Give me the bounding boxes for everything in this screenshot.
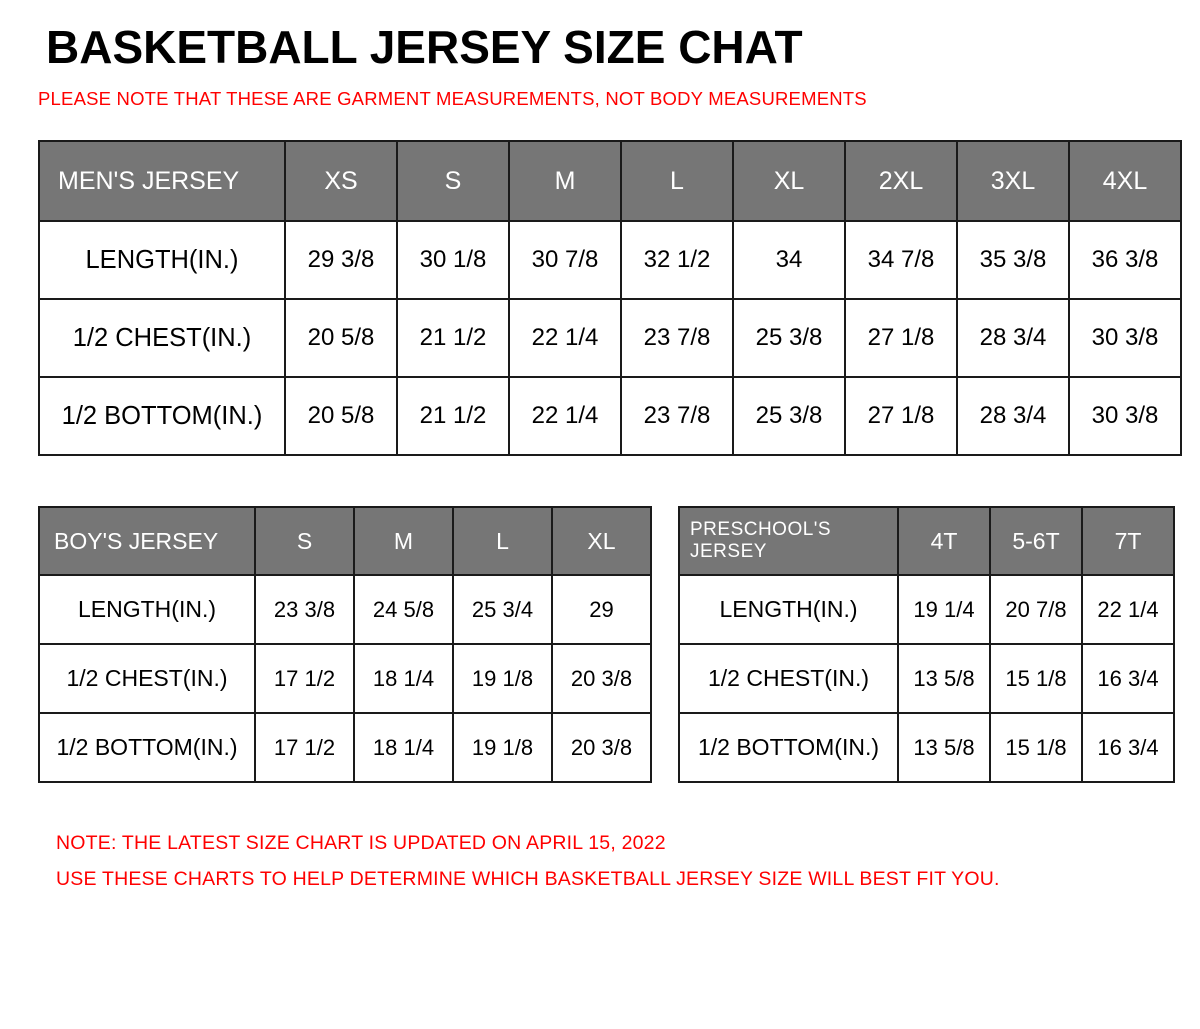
mens-table-title: MEN'S JERSEY [39,141,285,221]
size-chart-page [0,22,1200,1029]
table-cell: 18 1/4 [354,644,453,713]
table-cell: 19 1/4 [898,575,990,644]
table-cell: 20 5/8 [285,299,397,377]
row-label: LENGTH(IN.) [679,575,898,644]
table-header-row [39,141,1181,221]
row-label: 1/2 BOTTOM(IN.) [39,713,255,782]
table-cell: 32 1/2 [621,221,733,299]
table-cell: 20 5/8 [285,377,397,455]
footer-note-update: NOTE: THE LATEST SIZE CHART IS UPDATED ON APRIL 15, 2022 [56,832,666,855]
table-cell: 24 5/8 [354,575,453,644]
column-header-5-6t: 5-6T [990,507,1082,575]
table-cell: 19 1/8 [453,644,552,713]
preschool-jersey-table [678,506,1175,783]
table-row [39,575,651,644]
table-cell: 20 3/8 [552,644,651,713]
column-header-3xl: 3XL [957,141,1069,221]
column-header-m: M [509,141,621,221]
row-label: LENGTH(IN.) [39,221,285,299]
footer-note-usage: USE THESE CHARTS TO HELP DETERMINE WHICH BASKETBALL JERSEY SIZE WILL BEST FIT YOU. [56,868,1000,891]
column-header-l: L [453,507,552,575]
table-cell: 21 1/2 [397,299,509,377]
table-cell: 27 1/8 [845,299,957,377]
table-cell: 30 7/8 [509,221,621,299]
table-row [679,644,1174,713]
table-cell: 15 1/8 [990,644,1082,713]
table-row [39,221,1181,299]
column-header-2xl: 2XL [845,141,957,221]
table-cell: 21 1/2 [397,377,509,455]
table-cell: 27 1/8 [845,377,957,455]
table-row [39,299,1181,377]
table-cell: 34 7/8 [845,221,957,299]
page-title: BASKETBALL JERSEY SIZE CHAT [46,21,803,73]
column-header-xl: XL [733,141,845,221]
table-cell: 15 1/8 [990,713,1082,782]
row-label: 1/2 BOTTOM(IN.) [39,377,285,455]
table-cell: 13 5/8 [898,644,990,713]
table-cell: 22 1/4 [509,299,621,377]
boys-table-title: BOY'S JERSEY [39,507,255,575]
table-cell: 17 1/2 [255,644,354,713]
mens-jersey-table [38,140,1182,456]
table-cell: 25 3/8 [733,377,845,455]
table-header-row [39,507,651,575]
table-cell: 13 5/8 [898,713,990,782]
row-label: 1/2 CHEST(IN.) [39,299,285,377]
table-cell: 28 3/4 [957,377,1069,455]
column-header-l: L [621,141,733,221]
preschool-table-title: PRESCHOOL'S JERSEY [679,507,898,575]
table-cell: 22 1/4 [1082,575,1174,644]
table-cell: 34 [733,221,845,299]
table-cell: 23 7/8 [621,377,733,455]
row-label: 1/2 BOTTOM(IN.) [679,713,898,782]
table-row [39,713,651,782]
table-cell: 18 1/4 [354,713,453,782]
table-cell: 16 3/4 [1082,713,1174,782]
bottom-tables-row [38,506,1176,783]
table-cell: 36 3/8 [1069,221,1181,299]
table-cell: 30 3/8 [1069,299,1181,377]
table-cell: 19 1/8 [453,713,552,782]
table-row [679,575,1174,644]
column-header-s: S [397,141,509,221]
row-label: 1/2 CHEST(IN.) [679,644,898,713]
table-cell: 28 3/4 [957,299,1069,377]
table-cell: 16 3/4 [1082,644,1174,713]
table-cell: 17 1/2 [255,713,354,782]
table-header-row [679,507,1174,575]
table-cell: 20 3/8 [552,713,651,782]
footer-notes [56,825,1176,897]
column-header-s: S [255,507,354,575]
column-header-7t: 7T [1082,507,1174,575]
table-cell: 22 1/4 [509,377,621,455]
garment-measurement-note: PLEASE NOTE THAT THESE ARE GARMENT MEASUREMENTS, NOT BODY MEASUREMENTS [38,87,867,109]
mens-jersey-table-wrapper [38,140,1176,456]
table-cell: 23 7/8 [621,299,733,377]
row-label: LENGTH(IN.) [39,575,255,644]
table-cell: 29 3/8 [285,221,397,299]
table-cell: 35 3/8 [957,221,1069,299]
column-header-4t: 4T [898,507,990,575]
column-header-4xl: 4XL [1069,141,1181,221]
boys-jersey-table [38,506,652,783]
table-cell: 25 3/8 [733,299,845,377]
table-cell: 25 3/4 [453,575,552,644]
column-header-m: M [354,507,453,575]
table-row [39,644,651,713]
column-header-xs: XS [285,141,397,221]
table-cell: 30 3/8 [1069,377,1181,455]
table-cell: 30 1/8 [397,221,509,299]
table-cell: 20 7/8 [990,575,1082,644]
column-header-xl: XL [552,507,651,575]
table-row [679,713,1174,782]
table-cell: 23 3/8 [255,575,354,644]
table-row [39,377,1181,455]
table-cell: 29 [552,575,651,644]
row-label: 1/2 CHEST(IN.) [39,644,255,713]
